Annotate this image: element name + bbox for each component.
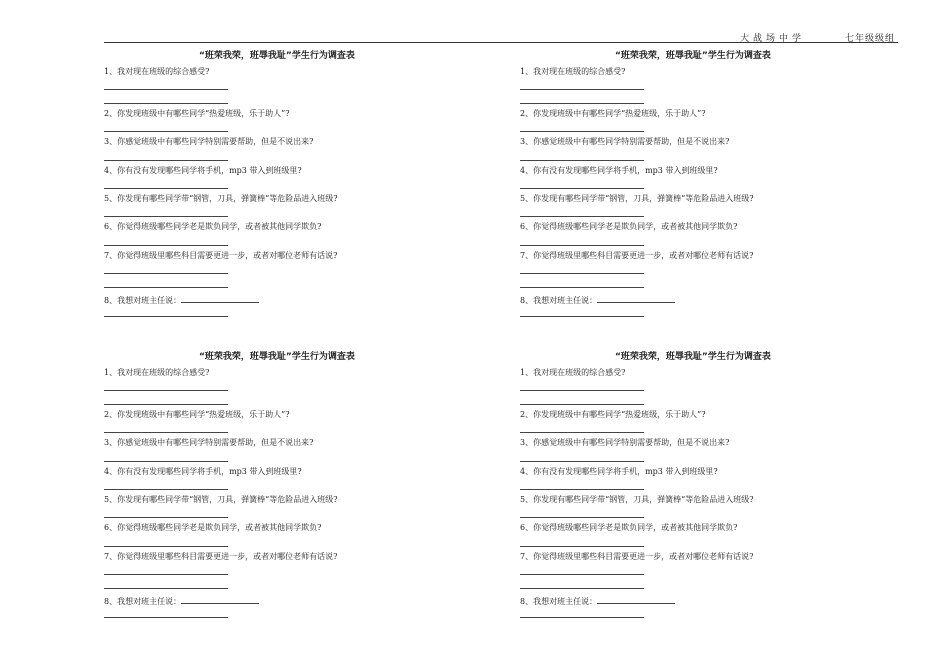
answer-line xyxy=(520,489,644,490)
answer-line xyxy=(104,316,228,317)
question-6: 6、你觉得班级哪些同学老是欺负同学，或者被其他同学欺负? xyxy=(520,222,738,231)
answer-line xyxy=(520,160,644,161)
survey-title: “班荣我荣，班辱我耻”学生行为调查表 xyxy=(615,51,771,61)
question-5: 5、你发现有哪些同学带“钢管，刀具，弹簧棒“等危险品进入班级? xyxy=(104,495,338,504)
school-name: 大战场中学 xyxy=(740,34,806,44)
answer-line xyxy=(520,188,644,189)
answer-line xyxy=(104,489,228,490)
question-6: 6、你觉得班级哪些同学老是欺负同学，或者被其他同学欺负? xyxy=(104,222,322,231)
answer-line xyxy=(520,89,644,90)
answer-line xyxy=(181,594,259,604)
question-8-label: 8、我想对班主任说： xyxy=(104,296,182,305)
answer-line xyxy=(520,103,644,104)
question-7: 7、你觉得班级里哪些科目需要更进一步，或者对哪位老师有话说? xyxy=(104,251,338,260)
answer-line xyxy=(104,188,228,189)
grade-group: 七年级级组 xyxy=(845,34,896,44)
question-5: 5、你发现有哪些同学带“钢管，刀具，弹簧棒“等危险品进入班级? xyxy=(520,194,754,203)
answer-line xyxy=(104,546,228,547)
question-8 xyxy=(104,293,259,306)
question-8 xyxy=(520,594,675,607)
question-3: 3、你感觉班级中有哪些同学特别需要帮助，但是不说出来? xyxy=(520,438,730,447)
answer-line xyxy=(520,404,644,405)
answer-line xyxy=(520,546,644,547)
answer-line xyxy=(104,89,228,90)
question-1: 1、我对现在班级的综合感受? xyxy=(104,67,210,76)
question-2: 2、你发现班级中有哪些同学“热爱班级，乐于助人”? xyxy=(520,109,706,118)
answer-line xyxy=(520,461,644,462)
answer-line xyxy=(597,594,675,604)
answer-line xyxy=(520,574,644,575)
question-8-label: 8、我想对班主任说： xyxy=(104,597,182,606)
answer-line xyxy=(104,216,228,217)
answer-line xyxy=(597,293,675,303)
answer-line xyxy=(520,432,644,433)
question-2: 2、你发现班级中有哪些同学“热爱班级，乐于助人”? xyxy=(520,410,706,419)
answer-line xyxy=(104,588,228,589)
answer-line xyxy=(520,390,644,391)
question-5: 5、你发现有哪些同学带“钢管，刀具，弹簧棒“等危险品进入班级? xyxy=(104,194,338,203)
question-6: 6、你觉得班级哪些同学老是欺负同学，或者被其他同学欺负? xyxy=(520,523,738,532)
question-3: 3、你感觉班级中有哪些同学特别需要帮助，但是不说出来? xyxy=(520,137,730,146)
answer-line xyxy=(520,617,644,618)
question-5: 5、你发现有哪些同学带“钢管，刀具，弹簧棒“等危险品进入班级? xyxy=(520,495,754,504)
survey-title: “班荣我荣，班辱我耻”学生行为调查表 xyxy=(199,51,355,61)
answer-line xyxy=(520,245,644,246)
answer-line xyxy=(104,160,228,161)
question-7: 7、你觉得班级里哪些科目需要更进一步，或者对哪位老师有话说? xyxy=(520,251,754,260)
question-3: 3、你感觉班级中有哪些同学特别需要帮助，但是不说出来? xyxy=(104,438,314,447)
answer-line xyxy=(104,131,228,132)
question-2: 2、你发现班级中有哪些同学“热爱班级，乐于助人”? xyxy=(104,109,290,118)
answer-line xyxy=(104,574,228,575)
answer-line xyxy=(104,461,228,462)
answer-line xyxy=(520,316,644,317)
question-1: 1、我对现在班级的综合感受? xyxy=(520,67,626,76)
answer-line xyxy=(104,517,228,518)
question-7: 7、你觉得班级里哪些科目需要更进一步，或者对哪位老师有话说? xyxy=(520,552,754,561)
question-1: 1、我对现在班级的综合感受? xyxy=(104,368,210,377)
answer-line xyxy=(520,131,644,132)
question-2: 2、你发现班级中有哪些同学“热爱班级，乐于助人”? xyxy=(104,410,290,419)
question-4: 4、你有没有发现哪些同学将手机，mp3 带入到班级里? xyxy=(104,467,302,476)
answer-line xyxy=(104,390,228,391)
answer-line xyxy=(520,287,644,288)
answer-line xyxy=(104,273,228,274)
question-3: 3、你感觉班级中有哪些同学特别需要帮助，但是不说出来? xyxy=(104,137,314,146)
answer-line xyxy=(104,404,228,405)
answer-line xyxy=(104,287,228,288)
survey-title: “班荣我荣，班辱我耻”学生行为调查表 xyxy=(199,352,355,362)
survey-title: “班荣我荣，班辱我耻”学生行为调查表 xyxy=(615,352,771,362)
answer-line xyxy=(104,432,228,433)
question-8-label: 8、我想对班主任说： xyxy=(520,597,598,606)
question-4: 4、你有没有发现哪些同学将手机，mp3 带入到班级里? xyxy=(520,166,718,175)
question-7: 7、你觉得班级里哪些科目需要更进一步，或者对哪位老师有话说? xyxy=(104,552,338,561)
question-4: 4、你有没有发现哪些同学将手机，mp3 带入到班级里? xyxy=(520,467,718,476)
answer-line xyxy=(520,517,644,518)
answer-line xyxy=(104,245,228,246)
question-6: 6、你觉得班级哪些同学老是欺负同学，或者被其他同学欺负? xyxy=(104,523,322,532)
question-8 xyxy=(104,594,259,607)
answer-line xyxy=(104,103,228,104)
answer-line xyxy=(104,617,228,618)
answer-line xyxy=(181,293,259,303)
question-1: 1、我对现在班级的综合感受? xyxy=(520,368,626,377)
answer-line xyxy=(520,588,644,589)
question-8 xyxy=(520,293,675,306)
answer-line xyxy=(520,216,644,217)
answer-line xyxy=(520,273,644,274)
question-8-label: 8、我想对班主任说： xyxy=(520,296,598,305)
question-4: 4、你有没有发现哪些同学将手机，mp3 带入到班级里? xyxy=(104,166,302,175)
